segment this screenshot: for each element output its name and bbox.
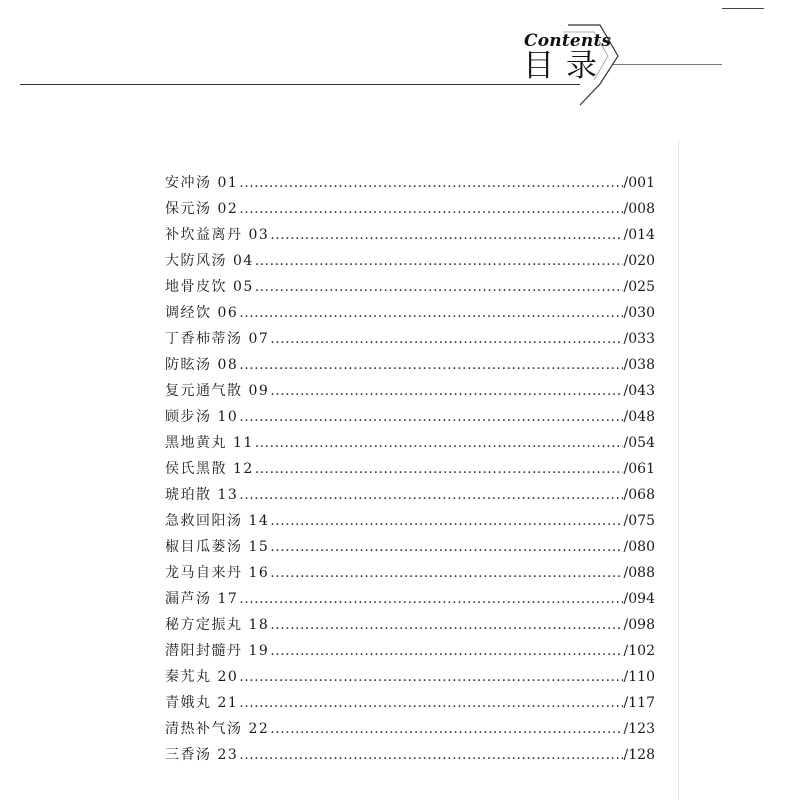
toc-entry[interactable]	[165, 430, 655, 456]
toc-entry[interactable]	[165, 560, 655, 586]
toc-entry-title: 清热补气汤 22	[165, 721, 270, 737]
toc-entry[interactable]	[165, 300, 655, 326]
toc-entry[interactable]	[165, 664, 655, 690]
toc-entry-title: 漏芦汤 17	[165, 591, 239, 607]
toc-entry-page: /025	[623, 279, 655, 295]
toc-dot-leader	[239, 196, 622, 222]
toc-entry-title: 急救回阳汤 14	[165, 513, 270, 529]
toc-entry-title: 补坎益离丹 03	[165, 227, 270, 243]
toc-entry[interactable]	[165, 170, 655, 196]
toc-dot-leader	[270, 560, 622, 586]
toc-entry-title: 复元通气散 09	[165, 383, 270, 399]
toc-entry-title: 大防风汤 04	[165, 253, 254, 269]
toc-entry[interactable]	[165, 612, 655, 638]
toc-entry[interactable]	[165, 378, 655, 404]
toc-entry-page: /061	[623, 461, 655, 477]
toc-entry-page: /102	[623, 643, 655, 659]
toc-entry[interactable]	[165, 638, 655, 664]
page-gutter-shadow	[678, 140, 679, 800]
toc-entry[interactable]	[165, 248, 655, 274]
toc-entry-title: 秦艽丸 20	[165, 669, 239, 685]
toc-entry-title: 青娥丸 21	[165, 695, 239, 711]
toc-dot-leader	[270, 716, 622, 742]
toc-entry-page: /068	[623, 487, 655, 503]
toc-entry-page: /094	[623, 591, 655, 607]
toc-entry[interactable]	[165, 716, 655, 742]
toc-entry-title: 保元汤 02	[165, 201, 239, 217]
toc-dot-leader	[270, 222, 622, 248]
toc-entry-page: /110	[623, 669, 655, 685]
toc-entry[interactable]	[165, 222, 655, 248]
toc-dot-leader	[239, 742, 622, 768]
toc-entry-title: 防眩汤 08	[165, 357, 239, 373]
toc-entry-page: /080	[623, 539, 655, 555]
toc-entry[interactable]	[165, 534, 655, 560]
toc-entry[interactable]	[165, 404, 655, 430]
toc-entry[interactable]	[165, 352, 655, 378]
toc-dot-leader	[255, 456, 623, 482]
toc-entry-title: 调经饮 06	[165, 305, 239, 321]
toc-entry-page: /033	[623, 331, 655, 347]
toc-dot-leader	[239, 300, 622, 326]
mulu-heading: 目录	[523, 48, 609, 84]
toc-dot-leader	[270, 378, 622, 404]
toc-entry[interactable]	[165, 742, 655, 768]
toc-entry-title: 顾步汤 10	[165, 409, 239, 425]
toc-dot-leader	[239, 352, 622, 378]
toc-dot-leader	[239, 482, 622, 508]
toc-entry-page: /030	[623, 305, 655, 321]
toc-dot-leader	[255, 274, 623, 300]
toc-entry[interactable]	[165, 456, 655, 482]
toc-entry[interactable]	[165, 508, 655, 534]
toc-entry-title: 椒目瓜蒌汤 15	[165, 539, 270, 555]
toc-entry-page: /038	[623, 357, 655, 373]
toc-dot-leader	[270, 326, 622, 352]
toc-entry-page: /014	[623, 227, 655, 243]
toc-entry-title: 丁香柿蒂汤 07	[165, 331, 270, 347]
table-of-contents	[165, 170, 655, 768]
toc-entry-page: /054	[623, 435, 655, 451]
contents-heading: Contents	[524, 31, 612, 51]
toc-entry-page: /001	[623, 175, 655, 191]
toc-dot-leader	[270, 612, 622, 638]
top-corner-mark	[722, 8, 764, 9]
toc-entry[interactable]	[165, 690, 655, 716]
toc-entry-page: /075	[623, 513, 655, 529]
toc-entry-page: /020	[623, 253, 655, 269]
toc-entry-title: 秘方定振丸 18	[165, 617, 270, 633]
toc-entry-page: /043	[623, 383, 655, 399]
toc-entry[interactable]	[165, 326, 655, 352]
toc-entry-page: /048	[623, 409, 655, 425]
toc-dot-leader	[270, 638, 622, 664]
toc-dot-leader	[239, 404, 622, 430]
header-rule	[20, 84, 580, 85]
toc-dot-leader	[270, 534, 622, 560]
toc-dot-leader	[270, 508, 622, 534]
toc-entry-page: /123	[623, 721, 655, 737]
toc-entry-title: 龙马自来丹 16	[165, 565, 270, 581]
toc-entry[interactable]	[165, 274, 655, 300]
toc-entry-title: 潜阳封髓丹 19	[165, 643, 270, 659]
toc-entry-title: 侯氏黑散 12	[165, 461, 254, 477]
toc-entry-page: /128	[623, 747, 655, 763]
toc-entry-title: 黑地黄丸 11	[165, 435, 254, 451]
toc-dot-leader	[239, 170, 622, 196]
toc-entry[interactable]	[165, 482, 655, 508]
toc-entry-title: 地骨皮饮 05	[165, 279, 254, 295]
toc-entry-page: /098	[623, 617, 655, 633]
toc-entry-page: /088	[623, 565, 655, 581]
toc-dot-leader	[255, 248, 623, 274]
toc-entry[interactable]	[165, 586, 655, 612]
toc-entry-page: /008	[623, 201, 655, 217]
toc-dot-leader	[239, 586, 622, 612]
toc-dot-leader	[239, 690, 622, 716]
toc-entry-page: /117	[623, 695, 655, 711]
toc-entry-title: 三香汤 23	[165, 747, 239, 763]
toc-entry-title: 安冲汤 01	[165, 175, 239, 191]
toc-entry-title: 琥珀散 13	[165, 487, 239, 503]
toc-dot-leader	[239, 664, 622, 690]
toc-entry[interactable]	[165, 196, 655, 222]
toc-dot-leader	[255, 430, 623, 456]
